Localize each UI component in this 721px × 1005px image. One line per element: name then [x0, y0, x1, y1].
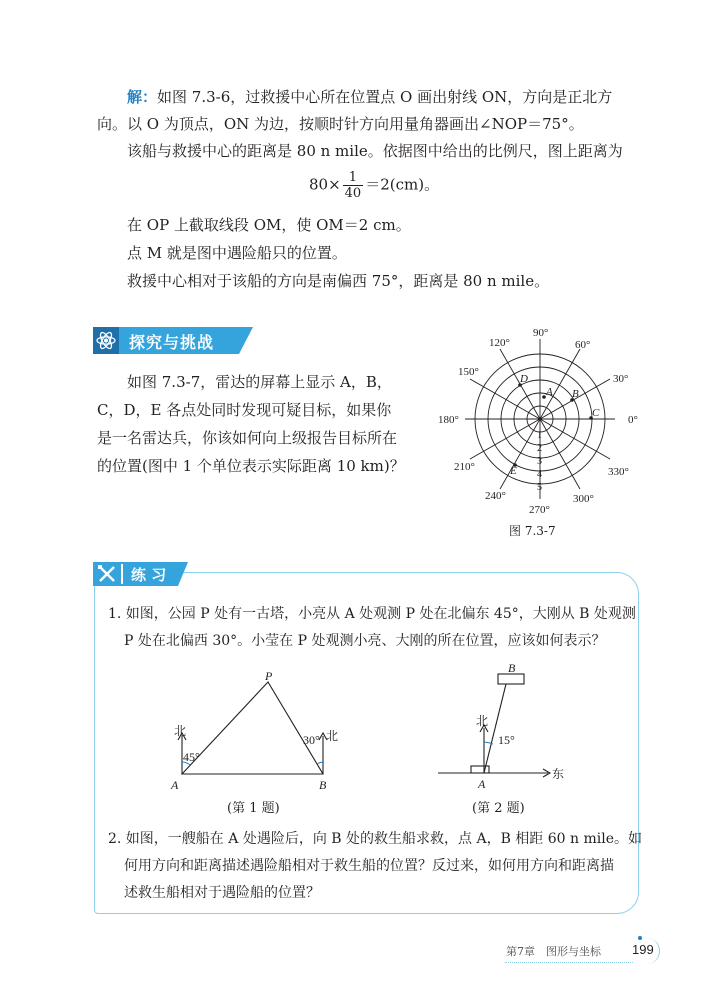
- radar-angle-90: 90°: [533, 327, 549, 339]
- figure-2: [438, 662, 578, 792]
- equation-right: ＝2(cm)。: [365, 175, 440, 194]
- fig1-north-a: 北: [174, 724, 187, 738]
- q1-line-2: P 处在北偏西 30°。小莹在 P 处观测小亮、大刚的所在位置，应该如何表示？: [124, 633, 606, 649]
- explore-line-4: 的位置(图中 1 个单位表示实际距离 10 km)？: [97, 457, 405, 475]
- explore-title: 探究与挑战: [129, 333, 215, 352]
- equation-fraction: [343, 170, 364, 201]
- radar-radius-2: 2: [537, 443, 542, 454]
- fig2-east: 东: [552, 767, 565, 781]
- explore-banner: [93, 327, 253, 354]
- rescue-ship-b: [498, 674, 524, 684]
- radar-angle-210: 210°: [454, 461, 475, 473]
- fig2-north: 北: [476, 714, 489, 728]
- fig2-caption: (第 2 题): [472, 801, 525, 816]
- q2-line-2: 何用方向和距离描述遇险船相对于救生船的位置？反过来，如何用方向和距离描: [124, 858, 614, 874]
- radar-angle-330: 330°: [608, 466, 629, 478]
- radar-label-a: A: [546, 386, 553, 398]
- radar-radius-3: 3: [537, 456, 542, 467]
- footer-rule: [505, 962, 633, 963]
- radar-angle-180: 180°: [438, 414, 459, 426]
- fig1-north-b: 北: [326, 729, 339, 743]
- radar-label-c: C: [592, 407, 600, 419]
- triangle-apb: [182, 682, 323, 774]
- radar-figure: [430, 325, 650, 525]
- fig2-label-b: B: [508, 662, 516, 675]
- q2-line-1: 2. 如图，一艘船在 A 处遇险后，向 B 处的救生船求救，点 A，B 相距 60 n mile。如: [108, 831, 643, 847]
- solution-label: 解：: [127, 88, 158, 106]
- solution-text-1: 如图 7.3-6，过救援中心所在位置点 O 画出射线 ON，方向是正北方: [157, 88, 613, 106]
- page-number: 199: [632, 942, 654, 957]
- angle-arc-b: [317, 762, 323, 764]
- radar-caption: 图 7.3-7: [509, 524, 556, 538]
- radar-angle-30: 30°: [613, 373, 629, 385]
- radar-label-e: E: [510, 465, 517, 477]
- practice-banner: [93, 562, 188, 586]
- fig1-angle-a: 45°: [183, 750, 200, 764]
- solution-line-1: [127, 86, 612, 108]
- radar-label-b: B: [572, 388, 579, 400]
- q2-line-3: 述救生船相对于遇险船的位置？: [124, 885, 320, 901]
- footer-chapter: 第7章 图形与坐标: [506, 945, 601, 958]
- solution-line-2: 向。以 O 为顶点，ON 为边，按顺时针方向用量角器画出∠NOP＝75°。: [97, 115, 584, 133]
- practice-title: 练 习: [131, 566, 167, 584]
- fig2-label-a: A: [478, 777, 486, 791]
- figure-1: [165, 668, 340, 793]
- radar-radius-5: 5: [537, 482, 542, 493]
- radar-angle-270: 270°: [529, 504, 550, 516]
- solution-line-3: 该船与救援中心的距离是 80 n mile。依据图中给出的比例尺，图上距离为: [127, 142, 623, 160]
- fig1-label-p: P: [265, 669, 273, 683]
- q1-line-1: 1. 如图，公园 P 处有一古塔，小亮从 A 处观测 P 处在北偏东 45°，大刚从 B 处观测: [108, 606, 636, 622]
- radar-angle-60: 60°: [575, 339, 591, 351]
- fig1-caption: (第 1 题): [227, 801, 280, 816]
- radar-label-d: D: [520, 373, 528, 385]
- explore-line-2: C，D，E 各点处同时发现可疑目标，如果你: [97, 401, 392, 419]
- radar-radius-4: 4: [537, 469, 542, 480]
- fig1-label-a: A: [171, 778, 179, 792]
- fraction-numerator: 1: [343, 170, 364, 186]
- solution-line-6: 救援中心相对于该船的方向是南偏西 75°，距离是 80 n mile。: [127, 272, 550, 290]
- fraction-denominator: 40: [344, 186, 362, 201]
- radar-angle-0: 0°: [628, 414, 638, 426]
- pencil-ruler-icon: [95, 562, 119, 586]
- radar-angle-120: 120°: [489, 337, 510, 349]
- explore-line-1: 如图 7.3-7，雷达的屏幕上显示 A，B，: [127, 373, 392, 391]
- banner-divider: [121, 564, 123, 584]
- explore-line-3: 是一名雷达兵，你该如何向上级报告目标所在: [97, 429, 398, 447]
- distress-ship-a: [471, 766, 489, 773]
- solution-line-5: 点 M 就是图中遇险船只的位置。: [127, 244, 347, 262]
- radar-angle-150: 150°: [458, 366, 479, 378]
- radar-angle-300: 300°: [573, 493, 594, 505]
- fig1-angle-b: 30°: [303, 733, 320, 747]
- solution-line-4: 在 OP 上截取线段 OM，使 OM＝2 cm。: [127, 216, 411, 234]
- line-ab: [484, 684, 506, 773]
- equation-left: 80×: [309, 175, 341, 194]
- radar-angle-240: 240°: [485, 490, 506, 502]
- solution-equation: [309, 170, 439, 201]
- fig2-angle: 15°: [498, 733, 515, 747]
- fig1-label-b: B: [319, 778, 327, 792]
- radar-radius-1: 1: [537, 430, 542, 441]
- atom-icon: [93, 327, 119, 354]
